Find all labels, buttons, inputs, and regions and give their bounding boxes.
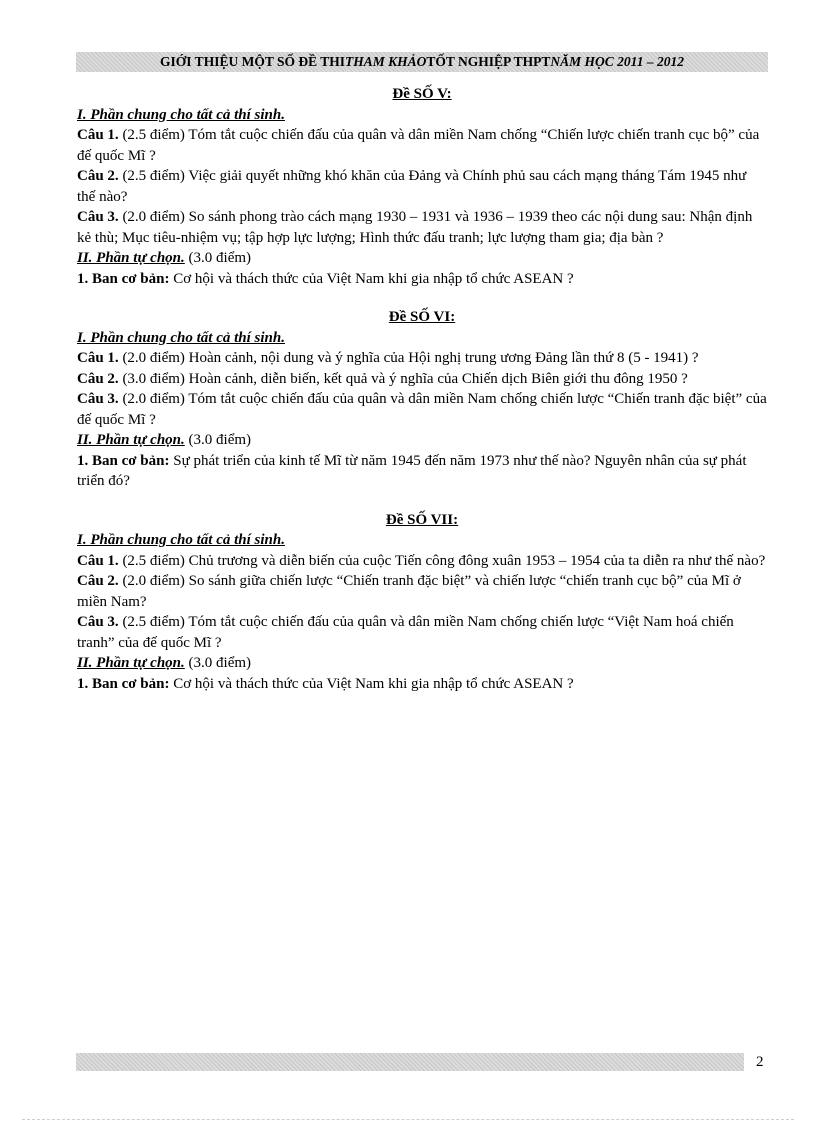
elective-label: 1. Ban cơ bản: [77,270,170,287]
header-text-part2: THAM KHẢO [344,54,427,69]
question-text: (2.0 điểm) So sánh giữa chiến lược “Chiến tranh đặc biệt” và chiến lược “chiến tranh cục bộ” của Mĩ ở miền Nam? [77,573,741,610]
section-elective-label: II. Phần tự chọn. [77,655,185,671]
exam-title: Đề SỐ V: [392,86,452,102]
section-heading [77,248,767,269]
section-elective-label: II. Phần tự chọn. [77,250,185,266]
elective-label: 1. Ban cơ bản: [77,452,170,469]
question-label: Câu 3. [77,209,119,225]
elective-label: 1. Ban cơ bản: [77,675,170,692]
section-elective-label: II. Phần tự chọn. [77,432,185,448]
question-text: (2.0 điểm) Tóm tắt cuộc chiến đấu của quân và dân miền Nam chống chiến lược “Chiến tranh đặc biệt” của đế quốc Mĩ ? [77,391,767,428]
elective-question [77,674,767,695]
question-label: Câu 2. [77,168,119,184]
spacer [77,289,767,307]
elective-question [77,269,767,290]
exam-title: Đề SỐ VI: [388,309,456,325]
question [77,369,767,390]
section-heading [77,328,767,349]
document-body [77,84,767,694]
section-points: (3.0 điểm) [184,655,252,671]
page-number: 2 [756,1054,764,1070]
page-footer-band [76,1053,744,1071]
question-text: (2.5 điểm) Việc giải quyết những khó khăn của Đảng và Chính phủ sau cách mạng tháng Tám 1945 như thế nào? [77,168,747,205]
header-text-part1: GIỚI THIỆU MỘT SỐ ĐỀ THI [160,54,345,69]
elective-text: Cơ hội và thách thức của Việt Nam khi gia nhập tổ chức ASEAN ? [169,270,574,287]
page-edge-divider [22,1119,794,1120]
question-text: (2.5 điểm) Tóm tắt cuộc chiến đấu của quân và dân miền Nam chống “Chiến lược chiến tranh cục bộ” của đế quốc Mĩ ? [77,127,760,164]
question-text: (2.5 điểm) Tóm tắt cuộc chiến đấu của quân và dân miền Nam chống chiến lược “Việt Nam hoá chiến tranh” của đế quốc Mĩ ? [77,614,734,651]
question-text: (3.0 điểm) Hoàn cảnh, diễn biến, kết quả và ý nghĩa của Chiến dịch Biên giới thu đông 1950 ? [118,370,688,387]
header-text-part3: TỐT NGHIỆP THPT [426,54,551,69]
question-label: Câu 3. [77,391,119,407]
question-label: Câu 1. [77,350,119,366]
spacer [77,492,767,510]
section-points: (3.0 điểm) [184,250,252,266]
section-heading [77,530,767,551]
question-label: Câu 3. [77,614,119,630]
section-heading [77,105,767,126]
question [77,571,767,612]
question [77,612,767,653]
question [77,207,767,248]
question-label: Câu 1. [77,552,119,569]
question [77,348,767,369]
section-common-label: I. Phần chung cho tất cả thí sinh. [77,329,285,346]
question [77,389,767,430]
question [77,551,767,572]
question-text: (2.0 điểm) Hoàn cảnh, nội dung và ý nghĩa của Hội nghị trung ương Đảng lần thứ 8 (5 - 1941) ? [118,350,699,366]
section-heading [77,653,767,674]
section-heading [77,430,767,451]
elective-text: Sự phát triển của kinh tế Mĩ từ năm 1945 đến năm 1973 như thế nào? Nguyên nhân của sự phát triển đó? [77,452,747,489]
exam-title: Đề SỐ VII: [385,511,459,528]
question-text: (2.0 điểm) So sánh phong trào cách mạng 1930 – 1931 và 1936 – 1939 theo các nội dung sau: Nhận định kẻ thù; Mục tiêu-nhiệm vụ; tập hợp lực lượng; Hình thức đấu tranh; lực lượng tham gia; địa bàn ? [77,209,753,246]
question-label: Câu 2. [77,370,119,387]
elective-question [77,451,767,492]
page-header [76,52,768,72]
question-label: Câu 2. [77,573,119,589]
header-text-part4: NĂM HỌC 2011 – 2012 [550,54,684,69]
section-common-label: I. Phần chung cho tất cả thí sinh. [77,532,285,548]
elective-text: Cơ hội và thách thức của Việt Nam khi gia nhập tổ chức ASEAN ? [169,675,574,692]
question [77,125,767,166]
section-common-label: I. Phần chung cho tất cả thí sinh. [77,106,285,123]
question-text: (2.5 điểm) Chủ trương và diễn biến của cuộc Tiến công đông xuân 1953 – 1954 của ta diễn ra như thế nào? [118,552,766,569]
question [77,166,767,207]
question-label: Câu 1. [77,127,119,143]
section-points: (3.0 điểm) [184,432,252,448]
